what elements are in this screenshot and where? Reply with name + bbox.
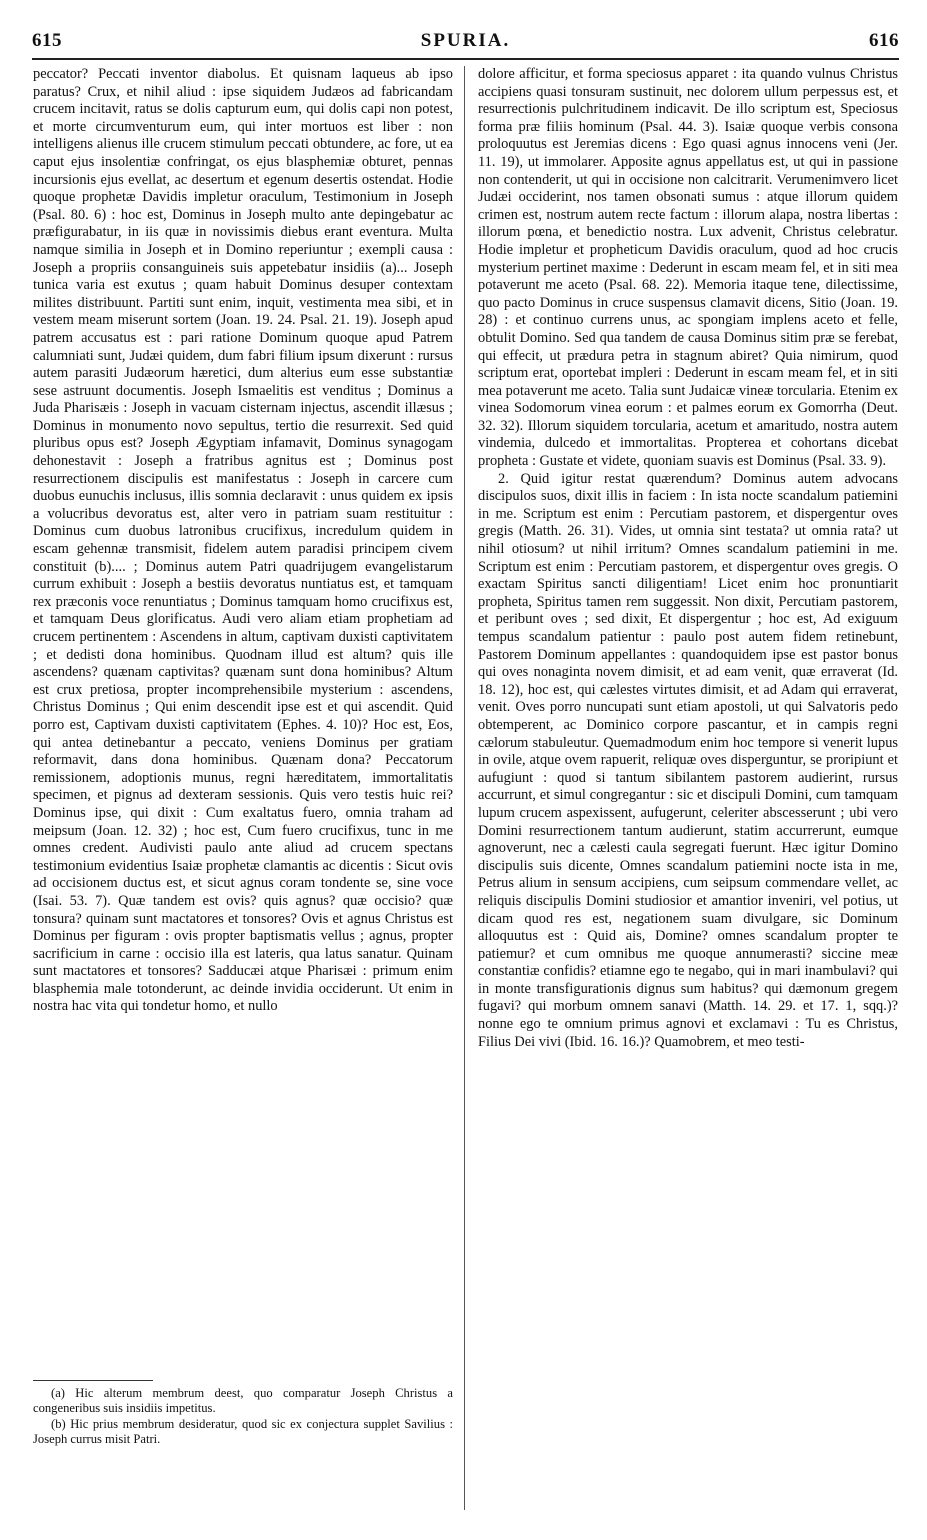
right-paragraph-1: dolore afficitur, et forma speciosus apparet : ita quando vulnus Christus accipiens quasi tonsuram sustinuit, nec dolorem ullum perpessus est, et resurrectionis pulchritudinem indicavit. De illo scriptum est, Speciosus forma præ filiis hominum (Psal. 44. 3). Isaiæ quoque verbis consona proloquutus est Jeremias dicens : Ego quasi agnus innocens veni (Jer. 11. 19), ut immolarer. Apposite agnus appellatus est, ut qui in passione non contenderit, ut qui in occisione non calcitrarit. Verumenimvero licet Judæi occiderint, nos tamen obsonati sumus : atque illorum quidem crimen est, nostrum autem recte factum : illorum alapa, nostra libertas : illorum pœna, et benedictio nostra. Lux advenit, Christus celebratur. Hodie impletur et propheticum Davidis oraculum, quod ad hoc crucis mysterium pertinet maxime : Dederunt in escam meam fel, et in siti mea potaverunt me aceto (Psal. 68. 22). Memoria itaque tene, dilectissime, quo pacto Dominus in cruce suspensus clamavit dicens, Sitio (Joan. 19. 28) : et continuo currens unus, ac spongiam implens aceto et felle, obtulit Domino. Sed qua tandem de causa Dominus sitim præ se ferebat, qui effecit, ut prædura petra in stagnum abiret? Quia nimirum, quod scriptum erat, oportebat impleri : Dederunt in escam meam fel, et in siti mea potaverunt me aceto. Talia sunt Judaicæ vineæ torcularia. Etenim ex vinea Sodomorum vinea eorum : et palmes eorum ex Gomorrha (Deut. 32. 32). Illorum siquidem torcularia, acetum et amaritudo, nostra autem vindemia, dulcedo et immortalitas. Propterea et cohortans dicebat propheta : Gustate et videte, quoniam suavis est Dominus (Psal. 33. 9). xyxy=(478,66,898,470)
left-paragraph-1: peccator? Peccati inventor diabolus. Et quisnam laqueus ab ipso paratus? Crux, et nihil aliud : ipse siquidem Judæos ad fabricandam crucem incitavit, ratus se dolis capturum eum, qui dolis capi non potest, et morte circumventurum eum, qui inter mortuos est liber : non intelligens alienus ille crucem stimulum peccati obtundere, ac fore, ut ea caput ejus insolentiæ confringat, os ejus blasphemiæ obturet, pennas incursionis ejus evellat, ac desertum et egenum desertis ostendat. Hodie quoque prophetæ Davidis impletur oraculum, Testimonium in Joseph (Psal. 80. 6) : hoc est, Dominus in Joseph multo ante depingebatur ac præfigurabatur, in iis quæ in novissimis diebus erant eventura. Multa namque similia in Joseph et in Domino reperiuntur ; exempli causa : Joseph a propriis consanguineis suis appetebatur insidiis (a)... Joseph tunica varia est exutus ; quam habuit Dominus desuper contextam milites distribuunt. Partiti sunt enim, inquit, vestimenta mea sibi, et in vestem meam miserunt sortem (Joan. 19. 24. Psal. 21. 19). Joseph apud patrem accusatus est : pari ratione Dominum quoque apud Patrem calumniati sunt, Judæi quidem, dum fabri filium ipsum dixerunt : rursus autem parasiti Judæorum hæretici, dum alterius eum esse substantiæ sese astruunt documentis. Joseph Ismaelitis est venditus ; Dominus a Juda Pharisæis : Joseph in vacuam cisternam injectus, ascendit illæsus ; Dominus in monumento novo sepultus, tertio die resurrexit. Sed quid pluribus opus est? Joseph Ægyptiam infamavit, Dominus synagogam dehonestavit : Joseph a fratribus agnitus est ; Dominus post resurrectionem discipulis est manifestatus : Joseph in carcere cum duobus eunuchis inclusus, illis somnia declaravit : unus quidem ex ipsis a volucribus devoratus est, alter vero in patriam suam restituitur : Dominus cum duobus latronibus crucifixus, incredulum quidem in escam gehennæ transmisit, fidelem autem paradisi principem civem constituit (b).... ; Dominus autem Patri quadrijugem evangelistarum currum exhibuit : Joseph a bestiis devoratus nuntiatus est, et tamquam rex præconis voce renuntiatus ; Dominus tamquam homo crucifixus est, et tamquam Deus glorificatus. Audi vero aliam etiam prophetiam ad crucem pertinentem : Ascendens in altum, captivam duxisti captivitatem ; et dedisti dona hominibus. Quodnam illud est altum? quis ille ascendens? quænam captivitas? quænam sunt dona hominibus? Altum est crux pretiosa, propter incomprehensibile mysterium : ascendens, Christus Dominus ; Qui enim descendit ipse est et qui ascendit. Quid porro est, Captivam duxisti captivitatem (Ephes. 4. 10)? Hoc est, Eos, qui antea detinebantur a peccato, veniens Dominus per gratiam reformavit, dans dona hominibus. Quænam dona? Peccatorum remissionem, adoptionis munus, regni hæreditatem, immortalitatis specimen, et pignus ad dexteram sessionis. Quis vero testis huic rei? Dominus ipse, qui dixit : Cum exaltatus fuero, omnia traham ad meipsum (Joan. 12. 32) ; hoc est, Cum fuero crucifixus, tunc in me omnes credent. Audivisti paulo ante aliud ad crucem spectans testimonium evidentius Isaiæ prophetæ clamantis ac dicentis : Sicut ovis ad occisionem ductus est, et sicut agnus coram tondente se, sine voce (Isai. 53. 7). Quæ tandem est ovis? quis agnus? quæ occisio? quæ tonsura? quinam sunt mactatores et tonsores? Ovis et agnus Christus est Dominus per figuram : ovis propter baptismatis vellus ; agnus, propter sacrificium in carne : occisio illa est lateris, qua latus sanatur. Quinam sunt mactatores et tonsores? Sadducæi atque Pharisæi : primum enim blasphemia male totonderunt, ac deinde invidia occiderunt. Ut enim in nostra hac vita qui tondetur homo, et nullo xyxy=(33,66,453,1015)
left-column xyxy=(33,66,453,1016)
right-paragraph-2: 2. Quid igitur restat quærendum? Dominus autem advocans discipulos suos, dixit illis in faciem : In ista nocte scandalum patiemini in me. Scriptum est enim : Percutiam pastorem, et dispergentur oves gregis (Matth. 26. 31). Vides, ut omnia sint testata? ut omnia rata? ut nihil otiosum? ut nihil irritum? Omnes scandalum patiemini in me. Scriptum est enim : Percutiam pastorem, et dispergentur oves gregis. O exactam Spiritus sancti diligentiam! Licet enim hoc pronuntiarit propheta, Spiritus tamen rem suggessit. Non dixit, Percutiam pastorem, et peribunt oves ; sed dixit, Et dispergentur ; hoc est, Ad exiguum tempus scandalum patientur : paulo post autem fidem retinebunt, Pastorem Dominum appellantes : quandoquidem ipse est pastor bonus qui oves nonaginta novem dimisit, et ad eam venit, quæ erraverat (Id. 18. 12), hoc est, qui cælestes virtutes dimisit, et ad Adam qui erraverat, venit. Oves porro nuncupati sunt etiam apostoli, ut qui Salvatoris pedo obtemperent, ac Dominico corpore pascantur, et in campis regni cælorum stabuleutur. Quemadmodum enim hoc tempore si venerit lupus in ovile, atque ovem rapuerit, reliquæ oves disperguntur, se proripiunt et aufugiunt : quod si tantum sibilantem pastorem audierint, rursus accurrunt, et simul congregantur : sic et discipuli Domini, cum tamquam lupum crucem aspexissent, aufugerunt, celeriter abscesserunt ; ubi vero Domini resurrectionem tantum audierunt, statim accurrerunt, eumque agnoverunt, nec a cælesti caula segregati fuerunt. Hæc igitur Domino discipulis suis dicente, Omnes scandalum patiemini nocte ista in me, Petrus alium in sensum accipiens, cum seipsum commendare vellet, ac reliquis discipulis Domini studiosior et amantior inveniri, vel potius, ut dicam quod res est, negationem suam divulgare, sic Dominum alloquutus est : Quid ais, Domine? omnes scandalum propter te patiemur? et cum omnibus me quoque annumerasti? siccine meæ constantiæ confidis? etiamne ego te negabo, qui in mari inambulavi? qui in monte transfigurationis dignus sum habitus? qui dæmonum gregem fugavi? qui morbum omnem sanavi (Matth. 14. 29. et 17. 1, sqq.)? nonne ego te omnium primus agnovi et exclamavi : Tu es Christus, Filius Dei vivi (Ibid. 16. 16.)? Quamobrem, et meo testi- xyxy=(478,470,898,1050)
column-divider xyxy=(464,66,465,1510)
right-page-number: 616 xyxy=(869,30,899,51)
footnote-rule xyxy=(33,1380,153,1381)
left-page-number: 615 xyxy=(32,30,62,51)
footnotes xyxy=(33,1386,453,1448)
right-column xyxy=(478,66,898,1051)
header-rule xyxy=(32,58,899,60)
page-header xyxy=(32,30,899,56)
footnote-a: (a) Hic alterum membrum deest, quo comparatur Joseph Christus a congeneribus suis insidiis impetitus. xyxy=(33,1386,453,1416)
running-title: SPURIA. xyxy=(420,30,511,51)
footnote-b: (b) Hic prius membrum desideratur, quod sic ex conjectura supplet Savilius : Joseph currus misit Patri. xyxy=(33,1416,453,1447)
